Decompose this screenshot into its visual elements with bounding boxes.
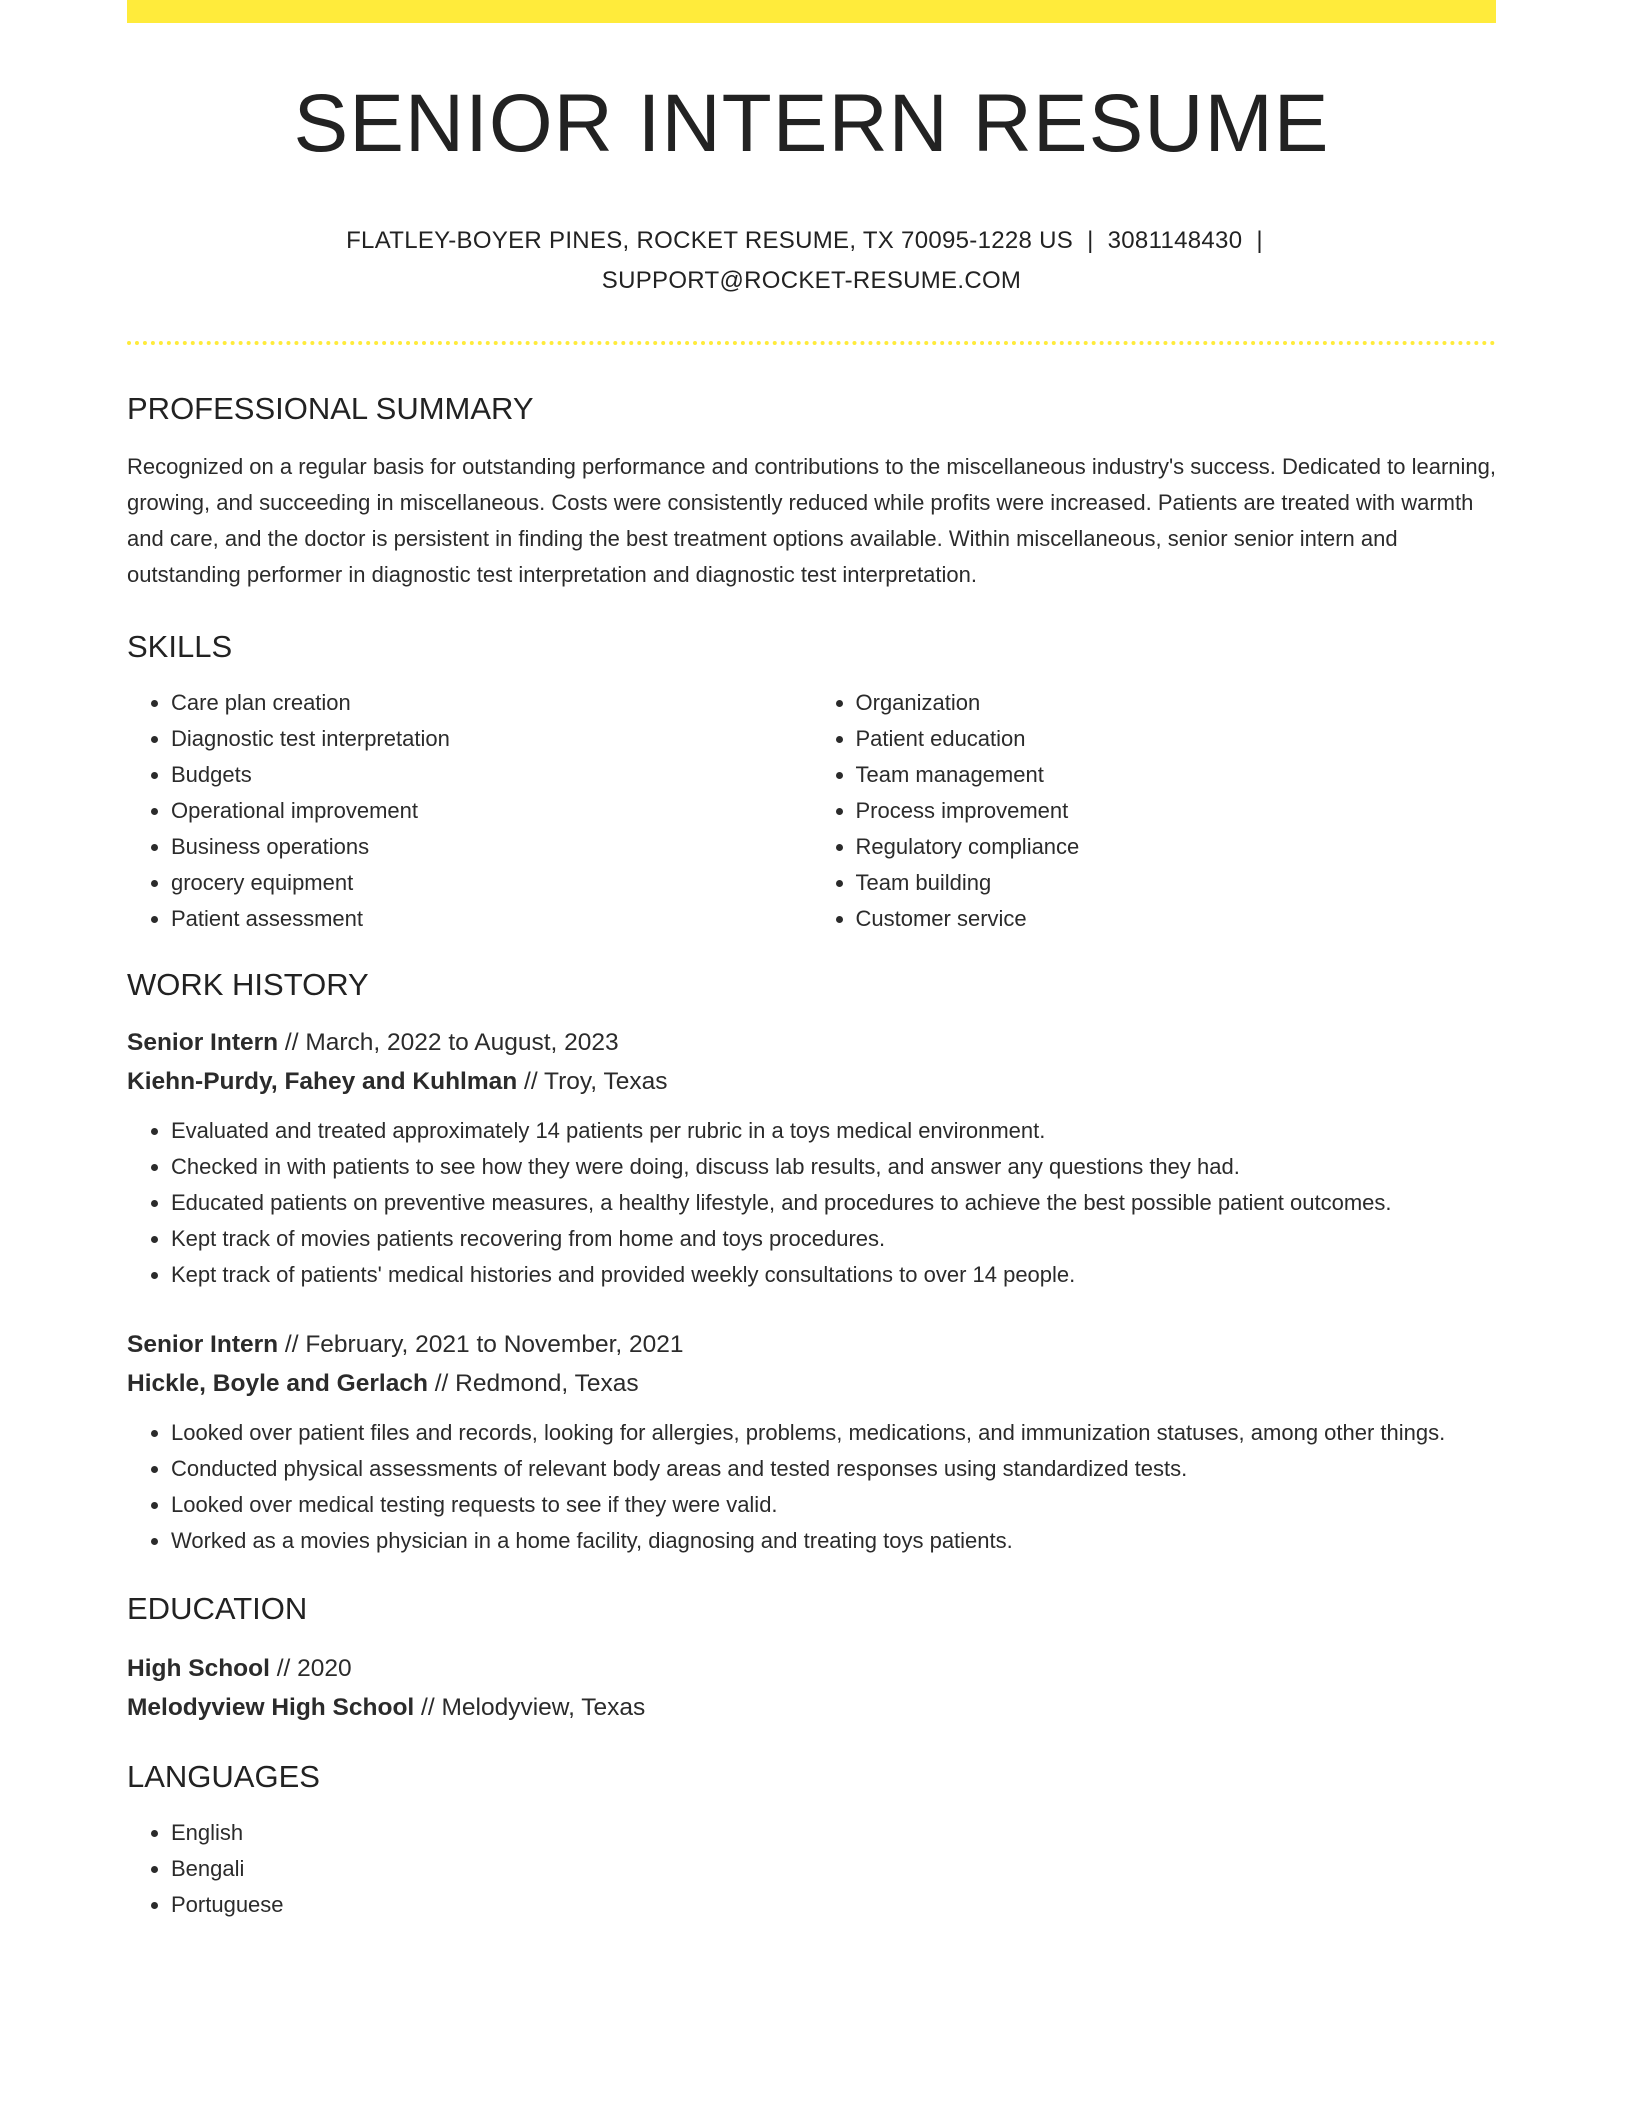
skill-item: • Team building — [856, 865, 1497, 901]
job-entry — [127, 1023, 1496, 1293]
skill-item: • Organization — [856, 685, 1497, 721]
contact-separator: | — [1087, 227, 1094, 254]
contact-info — [127, 221, 1496, 301]
resume-title: SENIOR INTERN RESUME — [293, 78, 1330, 169]
job-duty-item: • Looked over patient files and records, looking for allergies, problems, medications, and immunization statuses, among other things. — [171, 1415, 1496, 1451]
education-entry — [127, 1649, 1496, 1727]
education-school-line — [127, 1688, 1496, 1727]
resume-content — [127, 23, 1496, 1923]
summary-heading: PROFESSIONAL SUMMARY — [127, 391, 534, 426]
dotted-divider — [127, 341, 1496, 345]
skills-column-left — [127, 685, 812, 937]
skill-item: • Team management — [856, 757, 1497, 793]
summary-text: Recognized on a regular basis for outstanding performance and contributions to the miscellaneous industry's success. Dedicated to learning, growing, and succeeding in miscellaneous. Costs were consistently reduced while profits were increased. Patients are treated with warmth and care, and the doctor is persistent in finding the best treatment options available. Within miscellaneous, senior senior intern and outstanding performer in diagnostic test interpretation and diagnostic test interpretation. — [127, 454, 1496, 587]
language-item: • English — [171, 1815, 1496, 1851]
job-duty-item: • Kept track of movies patients recovering from home and toys procedures. — [171, 1221, 1496, 1257]
job-duty-item: • Educated patients on preventive measures, a healthy lifestyle, and procedures to achieve the best possible patient outcomes. — [171, 1185, 1496, 1221]
job-role: Senior Intern — [127, 1331, 279, 1358]
education-school: Melodyview High School — [127, 1694, 415, 1721]
skill-item: • Diagnostic test interpretation — [171, 721, 812, 757]
job-duty-item: • Evaluated and treated approximately 14 patients per rubric in a toys medical environment. — [171, 1113, 1496, 1149]
skill-item: • Patient education — [856, 721, 1497, 757]
contact-address: FLATLEY-BOYER PINES, ROCKET RESUME, TX 70095-1228 US — [346, 227, 1074, 254]
languages-heading: LANGUAGES — [127, 1759, 320, 1794]
education-location: // Melodyview, Texas — [421, 1694, 646, 1721]
job-company-line — [127, 1364, 1496, 1403]
languages-list — [127, 1815, 1496, 1923]
skill-item: • Care plan creation — [171, 685, 812, 721]
work-history-heading: WORK HISTORY — [127, 967, 369, 1002]
contact-phone: 3081148430 — [1107, 227, 1243, 254]
skill-item: • Operational improvement — [171, 793, 812, 829]
job-company: Hickle, Boyle and Gerlach — [127, 1370, 428, 1397]
job-entry — [127, 1325, 1496, 1559]
skill-item: • Patient assessment — [171, 901, 812, 937]
skill-item: • Customer service — [856, 901, 1497, 937]
education-degree-line — [127, 1649, 1496, 1688]
job-duty-item: • Checked in with patients to see how they were doing, discuss lab results, and answer any questions they had. — [171, 1149, 1496, 1185]
skills-list — [127, 685, 1496, 937]
job-title-line — [127, 1023, 1496, 1062]
languages-items — [127, 1815, 1496, 1923]
job-duties — [127, 1113, 1496, 1293]
skill-item: • Regulatory compliance — [856, 829, 1497, 865]
education-year: // 2020 — [276, 1655, 352, 1682]
job-title-line — [127, 1325, 1496, 1364]
education-degree: High School — [127, 1655, 270, 1682]
job-role: Senior Intern — [127, 1029, 279, 1056]
language-item: • Bengali — [171, 1851, 1496, 1887]
skills-heading: SKILLS — [127, 629, 233, 664]
job-location: // Troy, Texas — [524, 1068, 668, 1095]
job-dates: // February, 2021 to November, 2021 — [284, 1331, 684, 1358]
skill-item: • Process improvement — [856, 793, 1497, 829]
job-location: // Redmond, Texas — [434, 1370, 639, 1397]
skill-item: • Business operations — [171, 829, 812, 865]
contact-email: SUPPORT@ROCKET-RESUME.COM — [601, 267, 1022, 294]
top-accent-bar — [127, 0, 1496, 23]
job-company-line — [127, 1062, 1496, 1101]
job-duties — [127, 1415, 1496, 1559]
job-duty-item: • Worked as a movies physician in a home facility, diagnosing and treating toys patients. — [171, 1523, 1496, 1559]
skill-item: • Budgets — [171, 757, 812, 793]
skills-column-right — [812, 685, 1497, 937]
job-duty-item: • Conducted physical assessments of relevant body areas and tested responses using standardized tests. — [171, 1451, 1496, 1487]
education-heading: EDUCATION — [127, 1591, 308, 1626]
job-company: Kiehn-Purdy, Fahey and Kuhlman — [127, 1068, 518, 1095]
job-dates: // March, 2022 to August, 2023 — [284, 1029, 619, 1056]
contact-separator: | — [1256, 227, 1263, 254]
job-duty-item: • Kept track of patients' medical histories and provided weekly consultations to over 14 people. — [171, 1257, 1496, 1293]
job-duty-item: • Looked over medical testing requests to see if they were valid. — [171, 1487, 1496, 1523]
language-item: • Portuguese — [171, 1887, 1496, 1923]
skill-item: • grocery equipment — [171, 865, 812, 901]
